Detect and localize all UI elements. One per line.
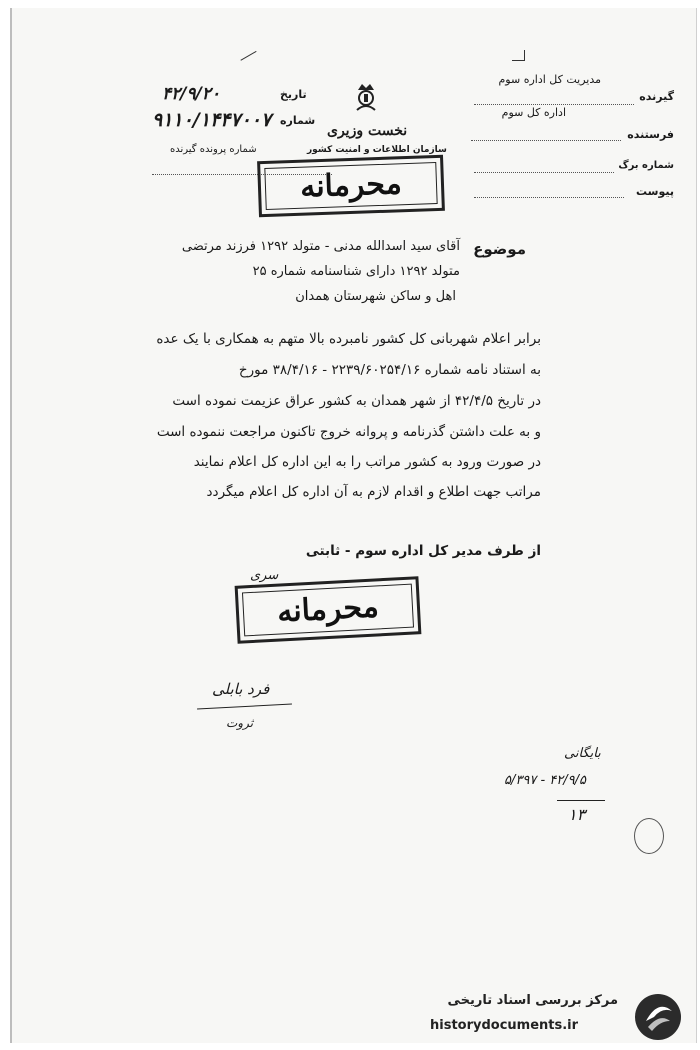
body-line-2: به استناد نامه شماره ۲۲۳۹/۶۰۲۵۴/۱۶ - ۳۸/۴/۱۶ مورخ (238, 362, 541, 378)
body-line-6: مراتب جهت اطلاع و اقدام لازم به آن اداره کل اعلام میگردد (206, 484, 541, 500)
subject-line-1: آقای سید اسدالله مدنی - متولد ۱۲۹۲ فرزند مرتضی (181, 239, 460, 254)
corner-mark-icon (512, 50, 525, 61)
signature-title: ثروت (226, 716, 254, 730)
attachment-line (474, 197, 624, 198)
subject-label: موضوع (473, 240, 526, 258)
footer-url: historydocuments.ir (430, 1018, 579, 1033)
footer-watermark (410, 985, 700, 1050)
sheet-no-label: شماره برگ (618, 160, 674, 171)
subject-line-3: اهل و ساکن شهرستان همدان (295, 289, 456, 304)
circular-mark-icon (634, 818, 664, 854)
number-value: ۹۱۱۰/۱۴۴۷۰۰۷ (152, 109, 272, 131)
attachment-label: پیوست (636, 185, 674, 198)
annotation-line-1: بایگانی (564, 746, 601, 761)
sender-label: فرستنده (627, 128, 674, 141)
confidential-stamp-bottom-text: محرمانه (276, 589, 380, 630)
footer-title: مرکز بررسی اسناد تاریخی (447, 993, 618, 1008)
body-line-1: برابر اعلام شهربانی کل کشور نامبرده بالا متهم به همکاری با یک عده (156, 331, 541, 347)
emblem-subtitle: سازمان اطلاعات و امنیت کشور (307, 145, 447, 155)
receiver-value: اداره کل سوم (501, 106, 566, 119)
corner-mark-icon (235, 42, 256, 61)
confidential-stamp-top-text: محرمانه (299, 166, 403, 205)
secret-handwritten-mark: سری (250, 568, 279, 583)
confidential-stamp-top (257, 155, 445, 217)
document-page (10, 8, 697, 1043)
date-label: تاریخ (280, 88, 307, 101)
annotation-underline (557, 800, 605, 801)
date-value: ۴۲/۹/۲۰ (162, 84, 221, 104)
header-org-line: مديريت كل اداره سوم (498, 73, 601, 86)
recipient-file-label: شماره پرونده گیرنده (170, 144, 257, 155)
number-label: شماره (280, 114, 316, 127)
emblem-title: نخست وزیری (327, 123, 408, 139)
body-line-3: در تاریخ ۴۲/۴/۵ از شهر همدان به کشور عراق عزیمت نموده است (172, 393, 541, 409)
signature-name: فرد بابلی (212, 680, 270, 698)
receiver-label: گیرنده (639, 90, 674, 103)
sender-line (471, 140, 621, 141)
closing-line: از طرف مدیر کل اداره سوم - ثابتی (305, 543, 541, 559)
sheet-no-line (474, 172, 614, 173)
lion-sun-emblem-icon (352, 80, 380, 114)
history-documents-logo (632, 991, 684, 1043)
annotation-line-3: ۱۳ (568, 805, 586, 824)
receiver-line (474, 104, 634, 105)
signature-stroke (197, 704, 292, 710)
annotation-line-2: ۵/۳۹۷ - ۴۲/۹/۵ (504, 773, 586, 788)
body-line-4: و به علت داشتن گذرنامه و پروانه خروج تاکنون مراجعت ننموده است (156, 424, 541, 440)
subject-line-2: متولد ۱۲۹۲ دارای شناسنامه شماره ۲۵ (252, 264, 460, 279)
body-line-5: در صورت ورود به کشور مراتب را به این اداره کل اعلام نمایند (193, 454, 541, 470)
confidential-stamp-bottom (235, 576, 422, 644)
